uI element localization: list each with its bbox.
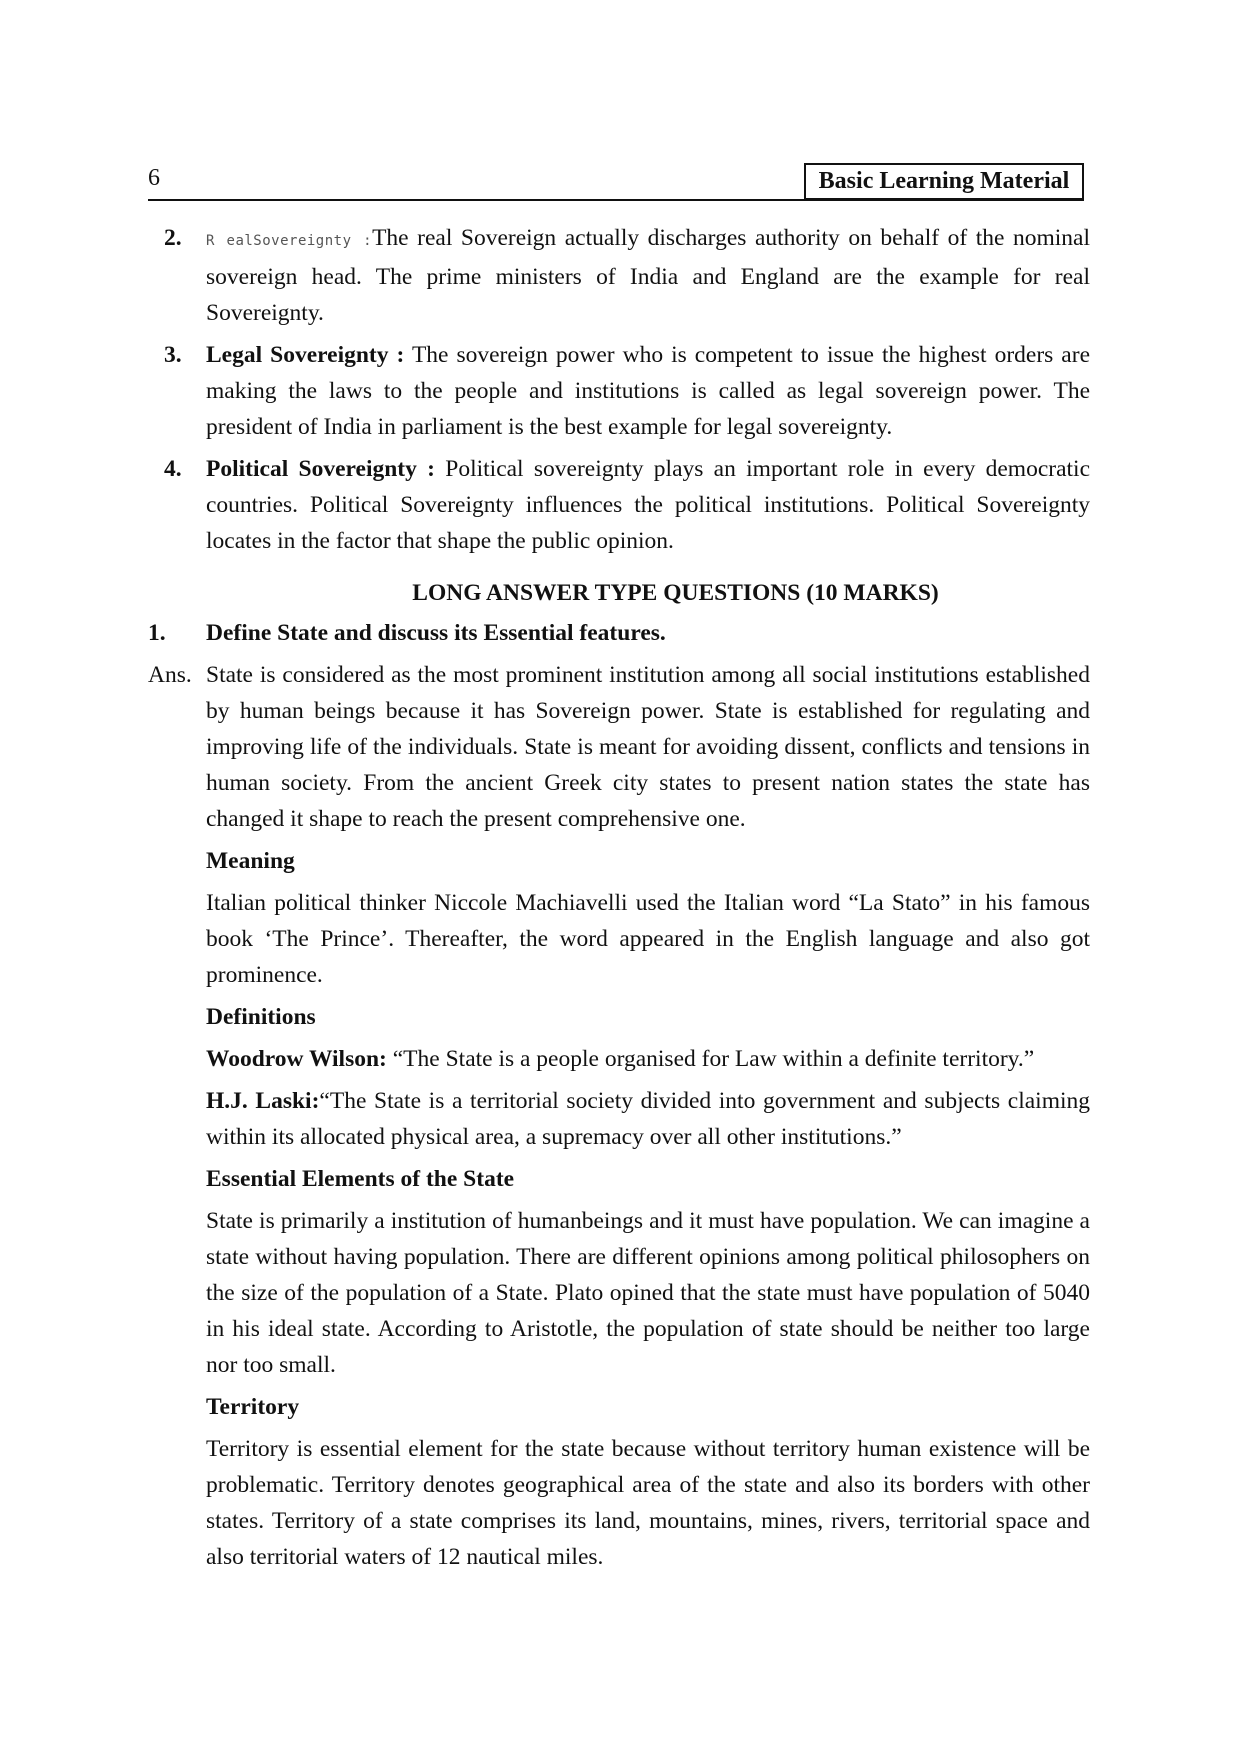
list-item-text: The real Sovereign actually discharges authority on behalf of the nominal sovereign head. The prime ministers of India and England are the example for real Sovereignty. [206,225,1091,326]
running-header-title: Basic Learning Material [804,163,1084,200]
page-content [0,220,1241,1581]
answer-intro-text: State is considered as the most prominent institution among all social institutions established by human beings because it has Sovereign power. State is established for regulating and improving life of the individuals. State is meant for avoiding dissent, conflicts and tensions in human society. From the ancient Greek city states to present nation states the state has changed it shape to reach the present comprehensive one. [206,662,1090,832]
definition-quote: “The State is a people organised for Law within a definite territory.” [392,1046,1035,1072]
section-title: LONG ANSWER TYPE QUESTIONS (10 MARKS) [412,580,939,606]
meaning-text: Italian political thinker Niccole Machiavelli used the Italian word “La Stato” in his famous book ‘The Prince’. Thereafter, the word appeared in the English language and also got prominence. [206,890,1090,988]
list-item-legal-sovereignty [0,337,1241,445]
elements-heading: Essential Elements of the State [206,1166,515,1192]
answer-label: Ans. [148,662,192,688]
list-item-paragraph [206,337,1090,445]
list-item-number: 2. [164,225,182,251]
definition-laski [206,1083,1090,1155]
question-number: 1. [148,620,166,646]
page-number: 6 [148,165,160,191]
list-item-term: Political Sovereignty : [206,456,435,482]
answer-intro [0,657,1241,837]
definition-quote: “The State is a territorial society divided into government and subjects claiming within its allocated physical area, a supremacy over all other institutions.” [206,1088,1090,1150]
list-item-number: 4. [164,456,182,482]
list-item-text: The sovereign power who is competent to issue the highest orders are making the laws to the people and institutions is called as legal sovereign power. The president of India in parliament is the best example for legal sovereignty. [206,342,1090,440]
list-item-real-sovereignty [0,220,1241,331]
list-item-paragraph [206,220,1090,331]
list-item-term: Legal Sovereignty : [206,342,405,368]
question [0,615,1241,651]
list-item-number: 3. [164,342,182,368]
definition-author: H.J. Laski: [206,1088,320,1114]
definition-wilson [206,1041,1090,1077]
header-rule [148,199,1084,201]
territory-text: Territory is essential element for the state because without territory human existence will be problematic. Territory denotes geographical area of the state and also its borders with other states. Territory of a state comprises its land, mountains, mines, rivers, territorial space and also territorial waters of 12 nautical miles. [206,1436,1090,1570]
list-item-political-sovereignty [0,451,1241,559]
territory-heading: Territory [206,1394,300,1420]
list-item-paragraph [206,451,1090,559]
list-item-text: Political sovereignty plays an important role in every democratic countries. Political Sovereignty influences the political institutions. Political Sovereignty locates in the factor that shape the public opinion. [206,456,1091,554]
meaning-heading: Meaning [206,848,295,874]
list-item-term: R ealSovereignty : [206,233,373,249]
question-text: Define State and discuss its Essential features. [206,620,666,646]
elements-text: State is primarily a institution of humanbeings and it must have population. We can imagine a state without having population. There are different opinions among political philosophers on the size of the population of a State. Plato opined that the state must have population of 5040 in his ideal state. According to Aristotle, the population of state should be neither too large nor too small. [206,1208,1090,1378]
definition-author: Woodrow Wilson: [206,1046,387,1072]
definitions-heading: Definitions [206,1004,316,1030]
